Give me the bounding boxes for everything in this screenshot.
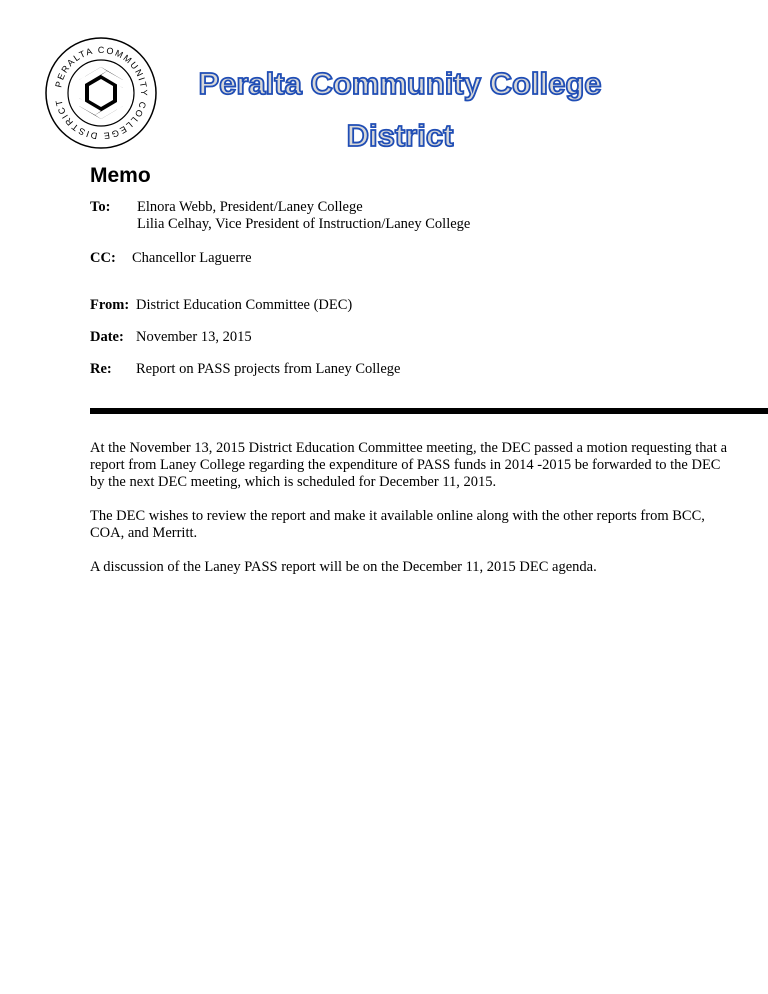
memo-title: Memo bbox=[90, 164, 151, 187]
district-seal-logo bbox=[43, 35, 159, 151]
date-value: November 13, 2015 bbox=[136, 329, 252, 345]
from-label: From: bbox=[90, 297, 130, 313]
wordmark-line-2: District bbox=[346, 118, 454, 153]
header-divider bbox=[90, 408, 768, 414]
cc-value: Chancellor Laguerre bbox=[132, 250, 252, 266]
re-value: Report on PASS projects from Laney College bbox=[136, 361, 401, 377]
svg-text:PERALTA COMMUNITY COLLEGE DIST: PERALTA COMMUNITY COLLEGE DISTRICT bbox=[53, 44, 150, 142]
cc-label: CC: bbox=[90, 250, 116, 266]
district-wordmark bbox=[160, 60, 640, 160]
wordmark-line-1: Peralta Community College bbox=[198, 66, 602, 101]
body-paragraph-3: A discussion of the Laney PASS report will be on the December 11, 2015 DEC agenda. bbox=[90, 559, 597, 575]
to-recipient-2: Lilia Celhay, Vice President of Instruction/Laney College bbox=[137, 216, 471, 232]
from-value: District Education Committee (DEC) bbox=[136, 297, 353, 313]
re-label: Re: bbox=[90, 361, 112, 377]
body-paragraph-1: At the November 13, 2015 District Education Committee meeting, the DEC passed a motion requesting that a report from Laney College regarding the expenditure of PASS funds in 2014 -2015 be forwarded to the DEC by the next DEC meeting, which is scheduled for December 11, 2015. bbox=[90, 440, 728, 490]
body-paragraph-2: The DEC wishes to review the report and make it available online along with the other reports from BCC, COA, and Merritt. bbox=[90, 508, 705, 541]
date-label: Date: bbox=[90, 329, 124, 345]
to-label: To: bbox=[90, 199, 111, 215]
to-recipient-1: Elnora Webb, President/Laney College bbox=[137, 199, 363, 215]
